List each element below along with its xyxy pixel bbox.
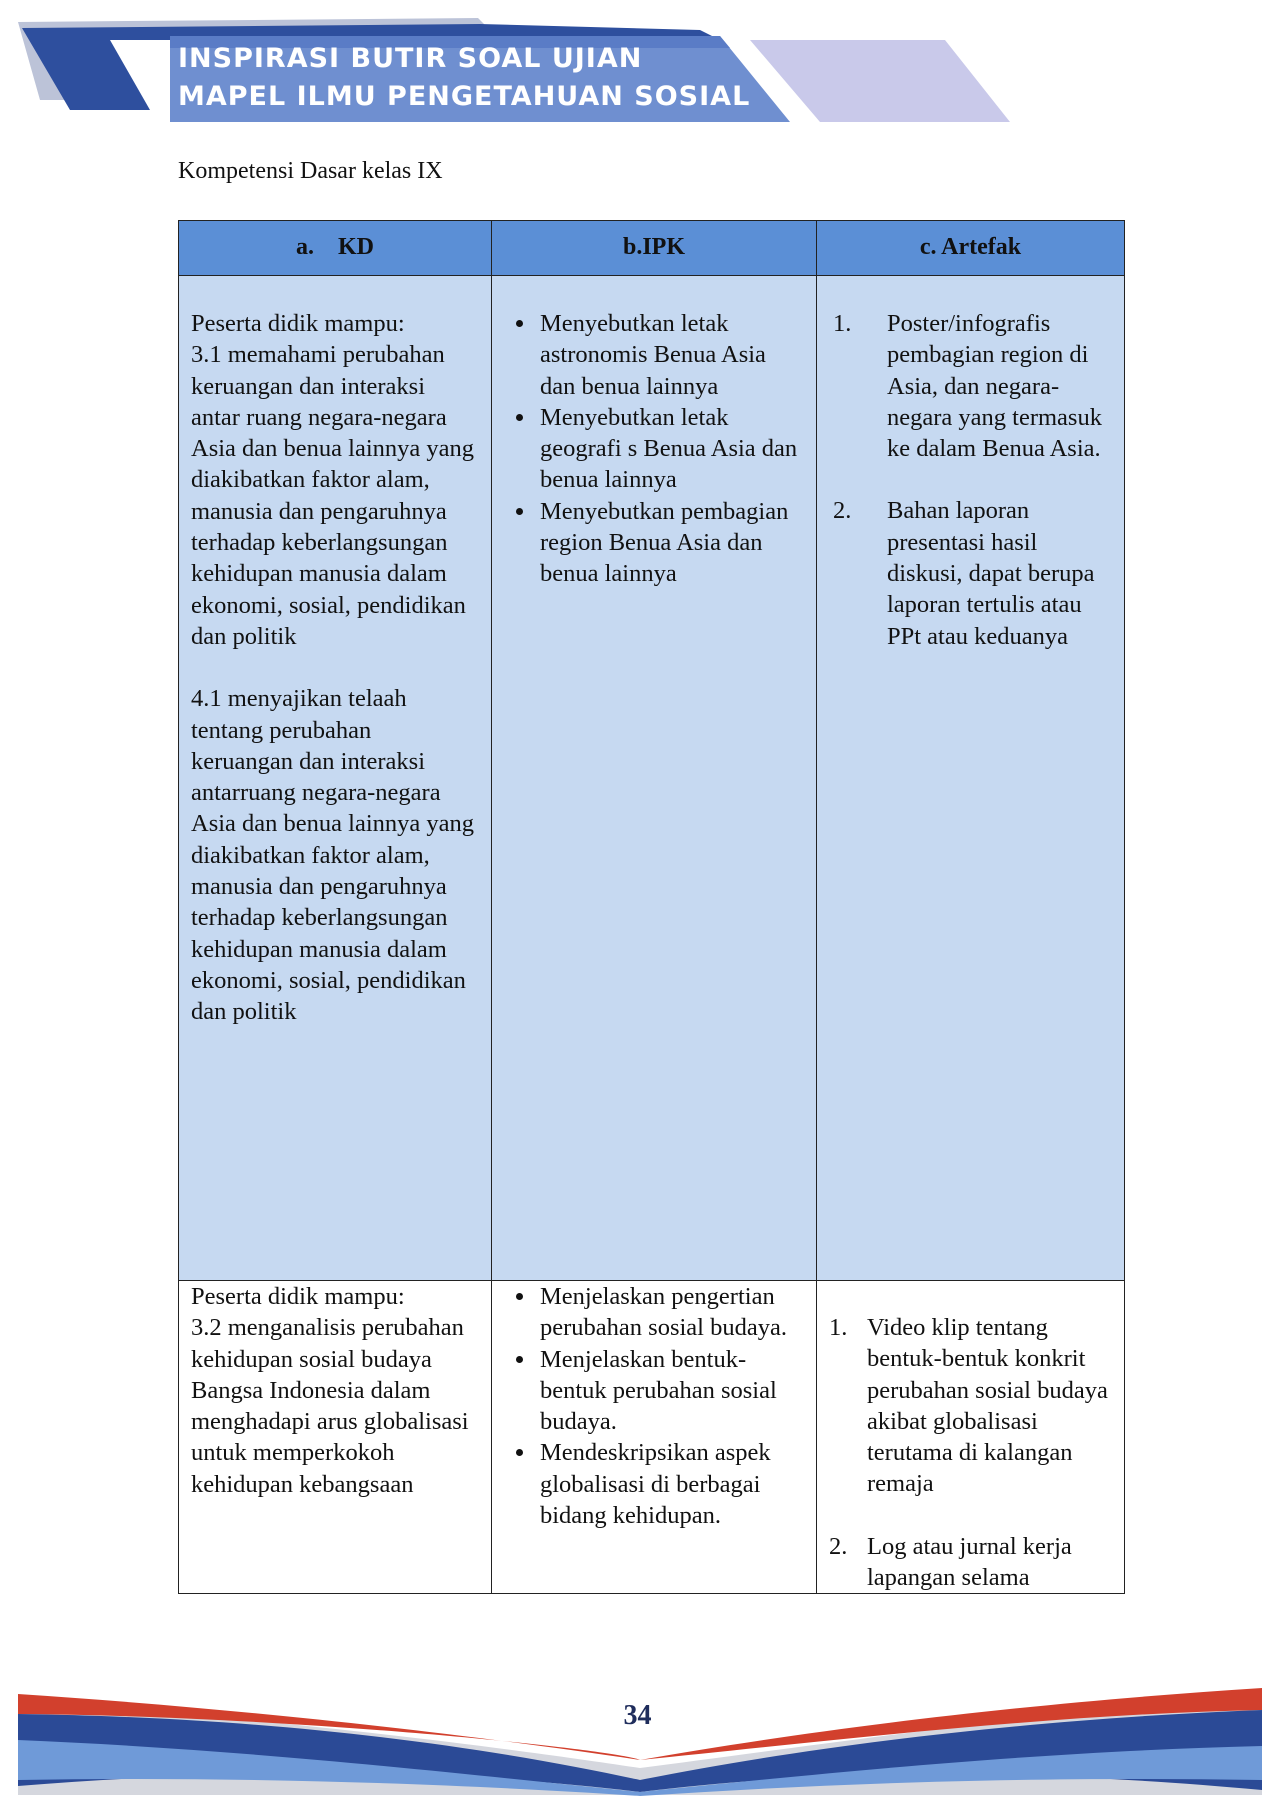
- artefak-number: 1.: [829, 1314, 848, 1341]
- artefak-number: 1.: [833, 310, 852, 337]
- kd-item: [191, 339, 479, 652]
- kd-text: memahami perubahan keruangan dan interaksi antar ruang negara-negara Asia dan benua lainnya yang diakibatkan faktor alam, manusia dan pengaruhnya terhadap keberlangsungan kehidupan manusia dalam ekonomi, sosial, pendidikan dan politik: [191, 341, 475, 650]
- artefak-text: Bahan laporan presentasi hasil diskusi, dapat berupa laporan tertulis atau PPt atau keduanya: [887, 497, 1095, 650]
- header-kd-label: a. KD: [296, 234, 374, 261]
- list-item: Menjelaskan bentuk-bentuk perubahan sosial budaya.: [522, 1344, 804, 1438]
- table-row: [179, 1281, 1125, 1594]
- kd-text: menyajikan telaah tentang perubahan keruangan dan interaksi antarruang negara-negara Asia dan benua lainnya yang diakibatkan faktor alam, manusia dan pengaruhnya terhadap keberlangsungan kehidupan manusia dalam ekonomi, sosial, pendidikan dan politik: [191, 685, 475, 1026]
- ipk-cell: [492, 1281, 817, 1594]
- list-item: Mendeskripsikan aspek globalisasi di berbagai bidang kehidupan.: [522, 1437, 804, 1531]
- list-item: Menyebutkan pembagian region Benua Asia dan benua lainnya: [522, 496, 804, 590]
- header-kd: [179, 221, 492, 276]
- kd-cell: [179, 276, 492, 1281]
- header-ipk: b.IPK: [492, 221, 817, 276]
- artefak-number: 2.: [829, 1532, 848, 1560]
- list-item: Menyebutkan letak geografi s Benua Asia dan benua lainnya: [522, 402, 804, 496]
- competency-table: [178, 220, 1125, 1594]
- ipk-list: [504, 308, 804, 590]
- banner-title: [178, 40, 750, 116]
- list-item: Menyebutkan letak astronomis Benua Asia dan benua lainnya: [522, 308, 804, 402]
- banner-title-line1: INSPIRASI BUTIR SOAL UJIAN: [178, 43, 643, 74]
- artefak-item: [829, 1312, 1112, 1500]
- artefak-cell: [817, 276, 1125, 1281]
- kd-lead: Peserta didik mampu:: [191, 1283, 405, 1310]
- ipk-list: [504, 1281, 804, 1531]
- artefak-text: Poster/infografis pembagian region di Asia, dan negara-negara yang termasuk ke dalam Benua Asia.: [887, 310, 1102, 463]
- artefak-text: Log atau jurnal kerja lapangan selama: [867, 1532, 1072, 1592]
- kd-number: 3.2: [191, 1314, 222, 1342]
- kd-item: [191, 1312, 479, 1500]
- kd-number: 4.1: [191, 685, 222, 713]
- kd-number: 3.1: [191, 341, 222, 369]
- banner-light-shape: [750, 40, 1010, 122]
- artefak-text: Video klip tentang bentuk-bentuk konkrit perubahan sosial budaya akibat globalisasi terutama di kalangan remaja: [867, 1314, 1108, 1498]
- artefak-item: [829, 1531, 1112, 1594]
- kd-cell: [179, 1281, 492, 1594]
- ipk-cell: [492, 276, 817, 1281]
- list-item: Menjelaskan pengertian perubahan sosial budaya.: [522, 1281, 804, 1344]
- artefak-number: 2.: [833, 497, 852, 525]
- banner-title-line2: MAPEL ILMU PENGETAHUAN SOSIAL: [178, 81, 751, 112]
- kd-text: menganalisis perubahan kehidupan sosial budaya Bangsa Indonesia dalam menghadapi arus globalisasi untuk memperkokoh kehidupan kebangsaan: [191, 1314, 469, 1498]
- footer-wave: [0, 1680, 1275, 1800]
- page-number: 34: [623, 1700, 652, 1731]
- section-subtitle: Kompetensi Dasar kelas IX: [178, 158, 443, 184]
- kd-item: [191, 683, 479, 1027]
- kd-lead: Peserta didik mampu:: [191, 310, 405, 337]
- artefak-item: [829, 308, 1112, 464]
- table-header-row: [179, 221, 1125, 276]
- table-row: [179, 276, 1125, 1281]
- artefak-cell: [817, 1281, 1125, 1594]
- artefak-item: [829, 495, 1112, 651]
- header-artefak: c. Artefak: [817, 221, 1125, 276]
